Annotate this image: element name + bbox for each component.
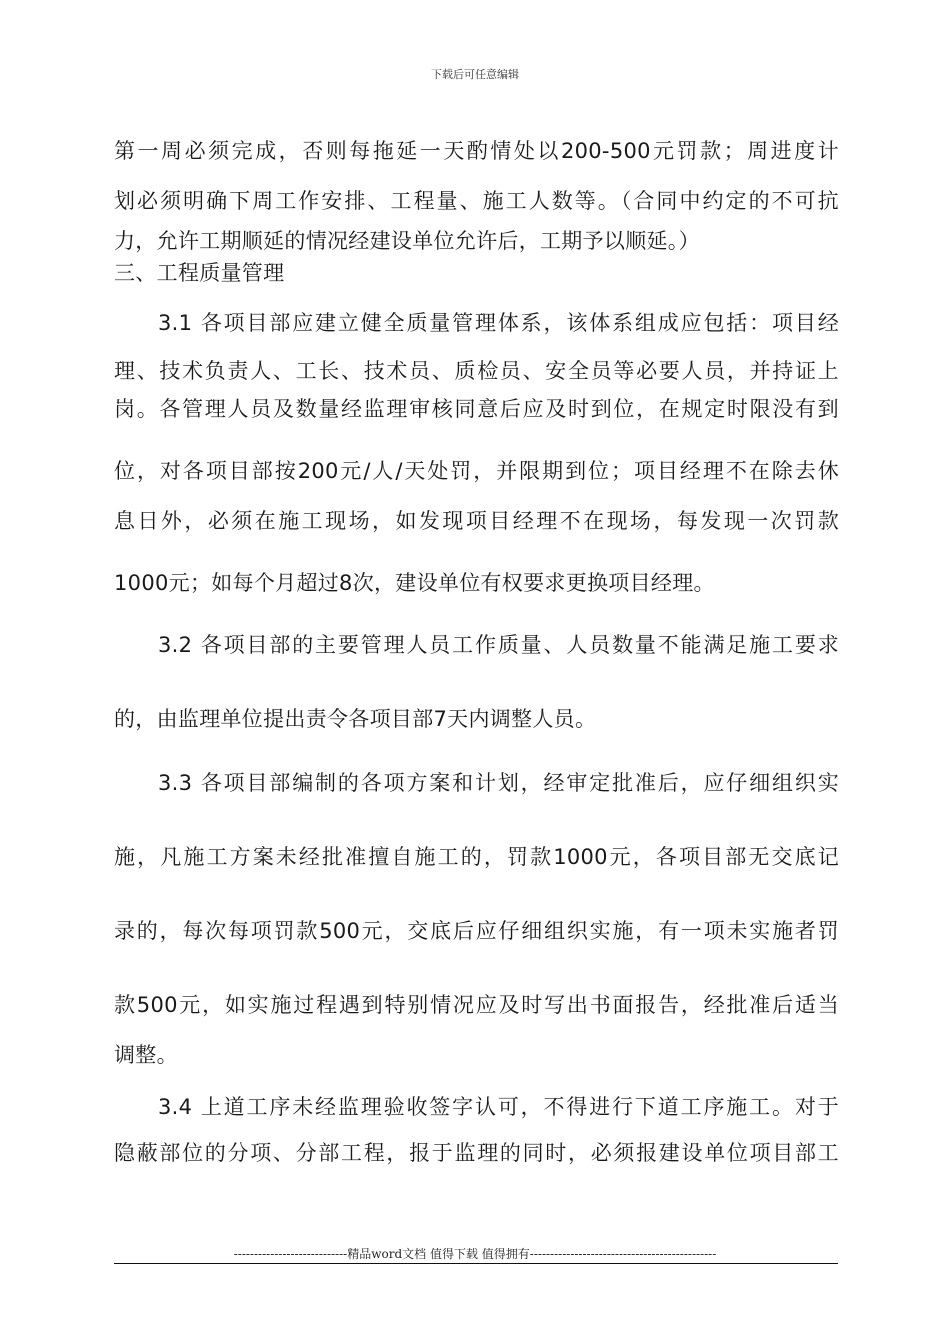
text-line: 录的，每次每项罚款500元，交底后应仔细组织实施，有一项未实施者罚 bbox=[114, 919, 839, 943]
page-header: 下载后可任意编辑 bbox=[431, 68, 519, 81]
text-line: 第一周必须完成，否则每拖延一天酌情处以200-500元罚款；周进度计 bbox=[114, 139, 839, 163]
footer-divider bbox=[114, 1263, 838, 1264]
text-line: 岗。各管理人员及数量经监理审核同意后应及时到位，在规定时限没有到 bbox=[114, 397, 839, 421]
text-line: 位，对各项目部按200元/人/天处罚，并限期到位；项目经理不在除去休 bbox=[114, 459, 839, 483]
text-line: 调整。 bbox=[114, 1043, 178, 1067]
text-line: 划必须明确下周工作安排、工程量、施工人数等。（合同中约定的不可抗 bbox=[114, 189, 839, 213]
text-line: 3.4 上道工序未经监理验收签字认可，不得进行下道工序施工。对于 bbox=[158, 1095, 839, 1119]
text-line: 力，允许工期顺延的情况经建设单位允许后，工期予以顺延。） bbox=[114, 229, 700, 253]
text-line: 3.3 各项目部编制的各项方案和计划，经审定批准后，应仔细组织实 bbox=[158, 771, 839, 795]
text-line: 息日外，必须在施工现场，如发现项目经理不在现场，每发现一次罚款 bbox=[114, 509, 839, 533]
section-heading: 三、工程质量管理 bbox=[114, 261, 285, 285]
text-line: 1000元；如每个月超过8次，建设单位有权要求更换项目经理。 bbox=[114, 571, 715, 595]
text-line: 款500元，如实施过程遇到特别情况应及时写出书面报告，经批准后适当 bbox=[114, 993, 839, 1017]
text-line: 3.2 各项目部的主要管理人员工作质量、人员数量不能满足施工要求 bbox=[158, 633, 839, 657]
text-line: 3.1 各项目部应建立健全质量管理体系，该体系组成应包括：项目经 bbox=[158, 311, 839, 335]
page-footer: ----------------------------精品word文档 值得下载 值得拥有---------------------------------------------- bbox=[233, 1247, 717, 1261]
text-line: 的，由监理单位提出责令各项目部7天内调整人员。 bbox=[114, 707, 597, 731]
text-line: 施，凡施工方案未经批准擅自施工的，罚款1000元，各项目部无交底记 bbox=[114, 845, 839, 869]
text-line: 理、技术负责人、工长、技术员、质检员、安全员等必要人员，并持证上 bbox=[114, 359, 839, 383]
text-line: 隐蔽部位的分项、分部工程，报于监理的同时，必须报建设单位项目部工 bbox=[114, 1141, 839, 1165]
